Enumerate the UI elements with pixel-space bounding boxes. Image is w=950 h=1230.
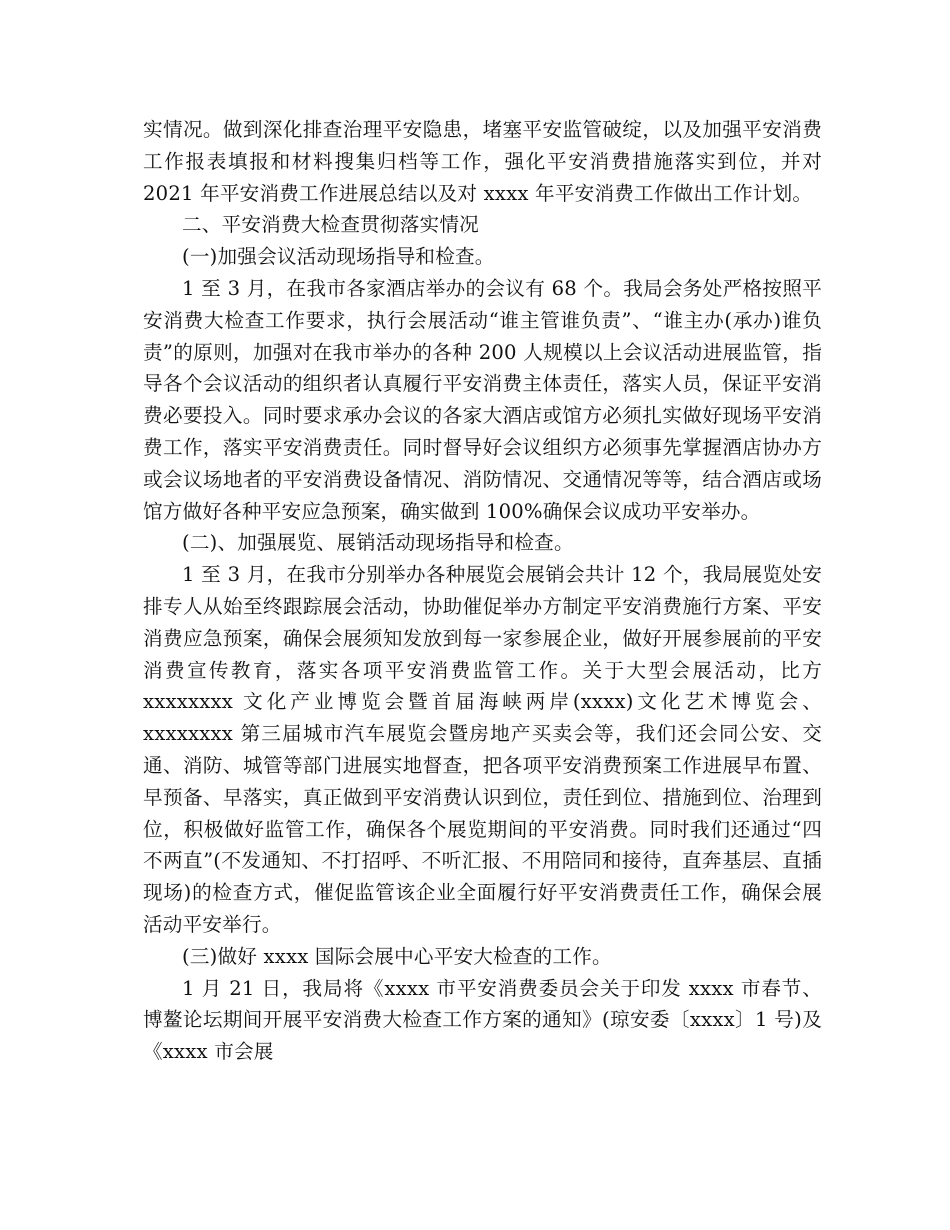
paragraph-intro-continuation: 实情况。做到深化排查治理平安隐患，堵塞平安监管破绽，以及加强平安消费工作报表填报和材料搜集归档等工作，强化平安消费措施落实到位，并对 2021 年平安消费工作进展总结以及对 xxxx 年平安消费工作做出工作计划。 <box>143 118 822 205</box>
section-heading-2: 二、平安消费大检查贯彻落实情况 <box>182 213 479 237</box>
subsection-heading-3: (三)做好 xxxx 国际会展中心平安大检查的工作。 <box>182 944 612 968</box>
subsection-heading-1: (一)加强会议活动现场指导和检查。 <box>182 245 495 269</box>
paragraph-convention-center: 1 月 21 日，我局将《xxxx 市平安消费委员会关于印发 xxxx 市春节、博鳌论坛期间开展平安消费大检查工作方案的通知》(琼安委〔xxxx〕1 号)及《xxxx 市会展 <box>143 976 822 1064</box>
paragraph-exhibitions: 1 至 3 月，在我市分别举办各种展览会展销会共计 12 个，我局展览处安排专人从始至终跟踪展会活动，协助催促举办方制定平安消费施行方案、平安消费应急预案，确保会展须知发放到每一家参展企业，做好开展参展前的平安消费宣传教育，落实各项平安消费监管工作。关于大型会展活动，比方 xxxxxxxx 文化产业博览会暨首届海峡两岸(xxxx)文化艺术博览会、xxxxxxxx 第三届城市汽车展览会暨房地产买卖会等，我们还会同公安、交通、消防、城管等部门进展实地督查，把各项平安消费预案工作进展早布置、早预备、早落实，真正做到平安消费认识到位，责任到位、措施到位、治理到位，积极做好监管工作，确保各个展览期间的平安消费。同时我们还通过“四不两直”(不发通知、不打招呼、不听汇报、不用陪同和接待，直奔基层、直插现场)的检查方式，催促监管该企业全面履行好平安消费责任工作，确保会展活动平安举行。 <box>143 563 822 936</box>
subsection-heading-2: (二)、加强展览、展销活动现场指导和检查。 <box>182 531 574 555</box>
paragraph-meetings: 1 至 3 月，在我市各家酒店举办的会议有 68 个。我局会务处严格按照平安消费大检查工作要求，执行会展活动“谁主管谁负责”、“谁主办(承办)谁负责”的原则，加强对在我市举办的各种 200 人规模以上会议活动进展监管，指导各个会议活动的组织者认真履行平安消费主体责任，落实人员，保证平安消费必要投入。同时要求承办会议的各家大酒店或馆方必须扎实做好现场平安消费工作，落实平安消费责任。同时督导好会议组织方必须事先掌握酒店协办方或会议场地者的平安消费设备情况、消防情况、交通情况等等，结合酒店或场馆方做好各种平安应急预案，确实做到 100%确保会议成功平安举办。 <box>143 276 822 523</box>
